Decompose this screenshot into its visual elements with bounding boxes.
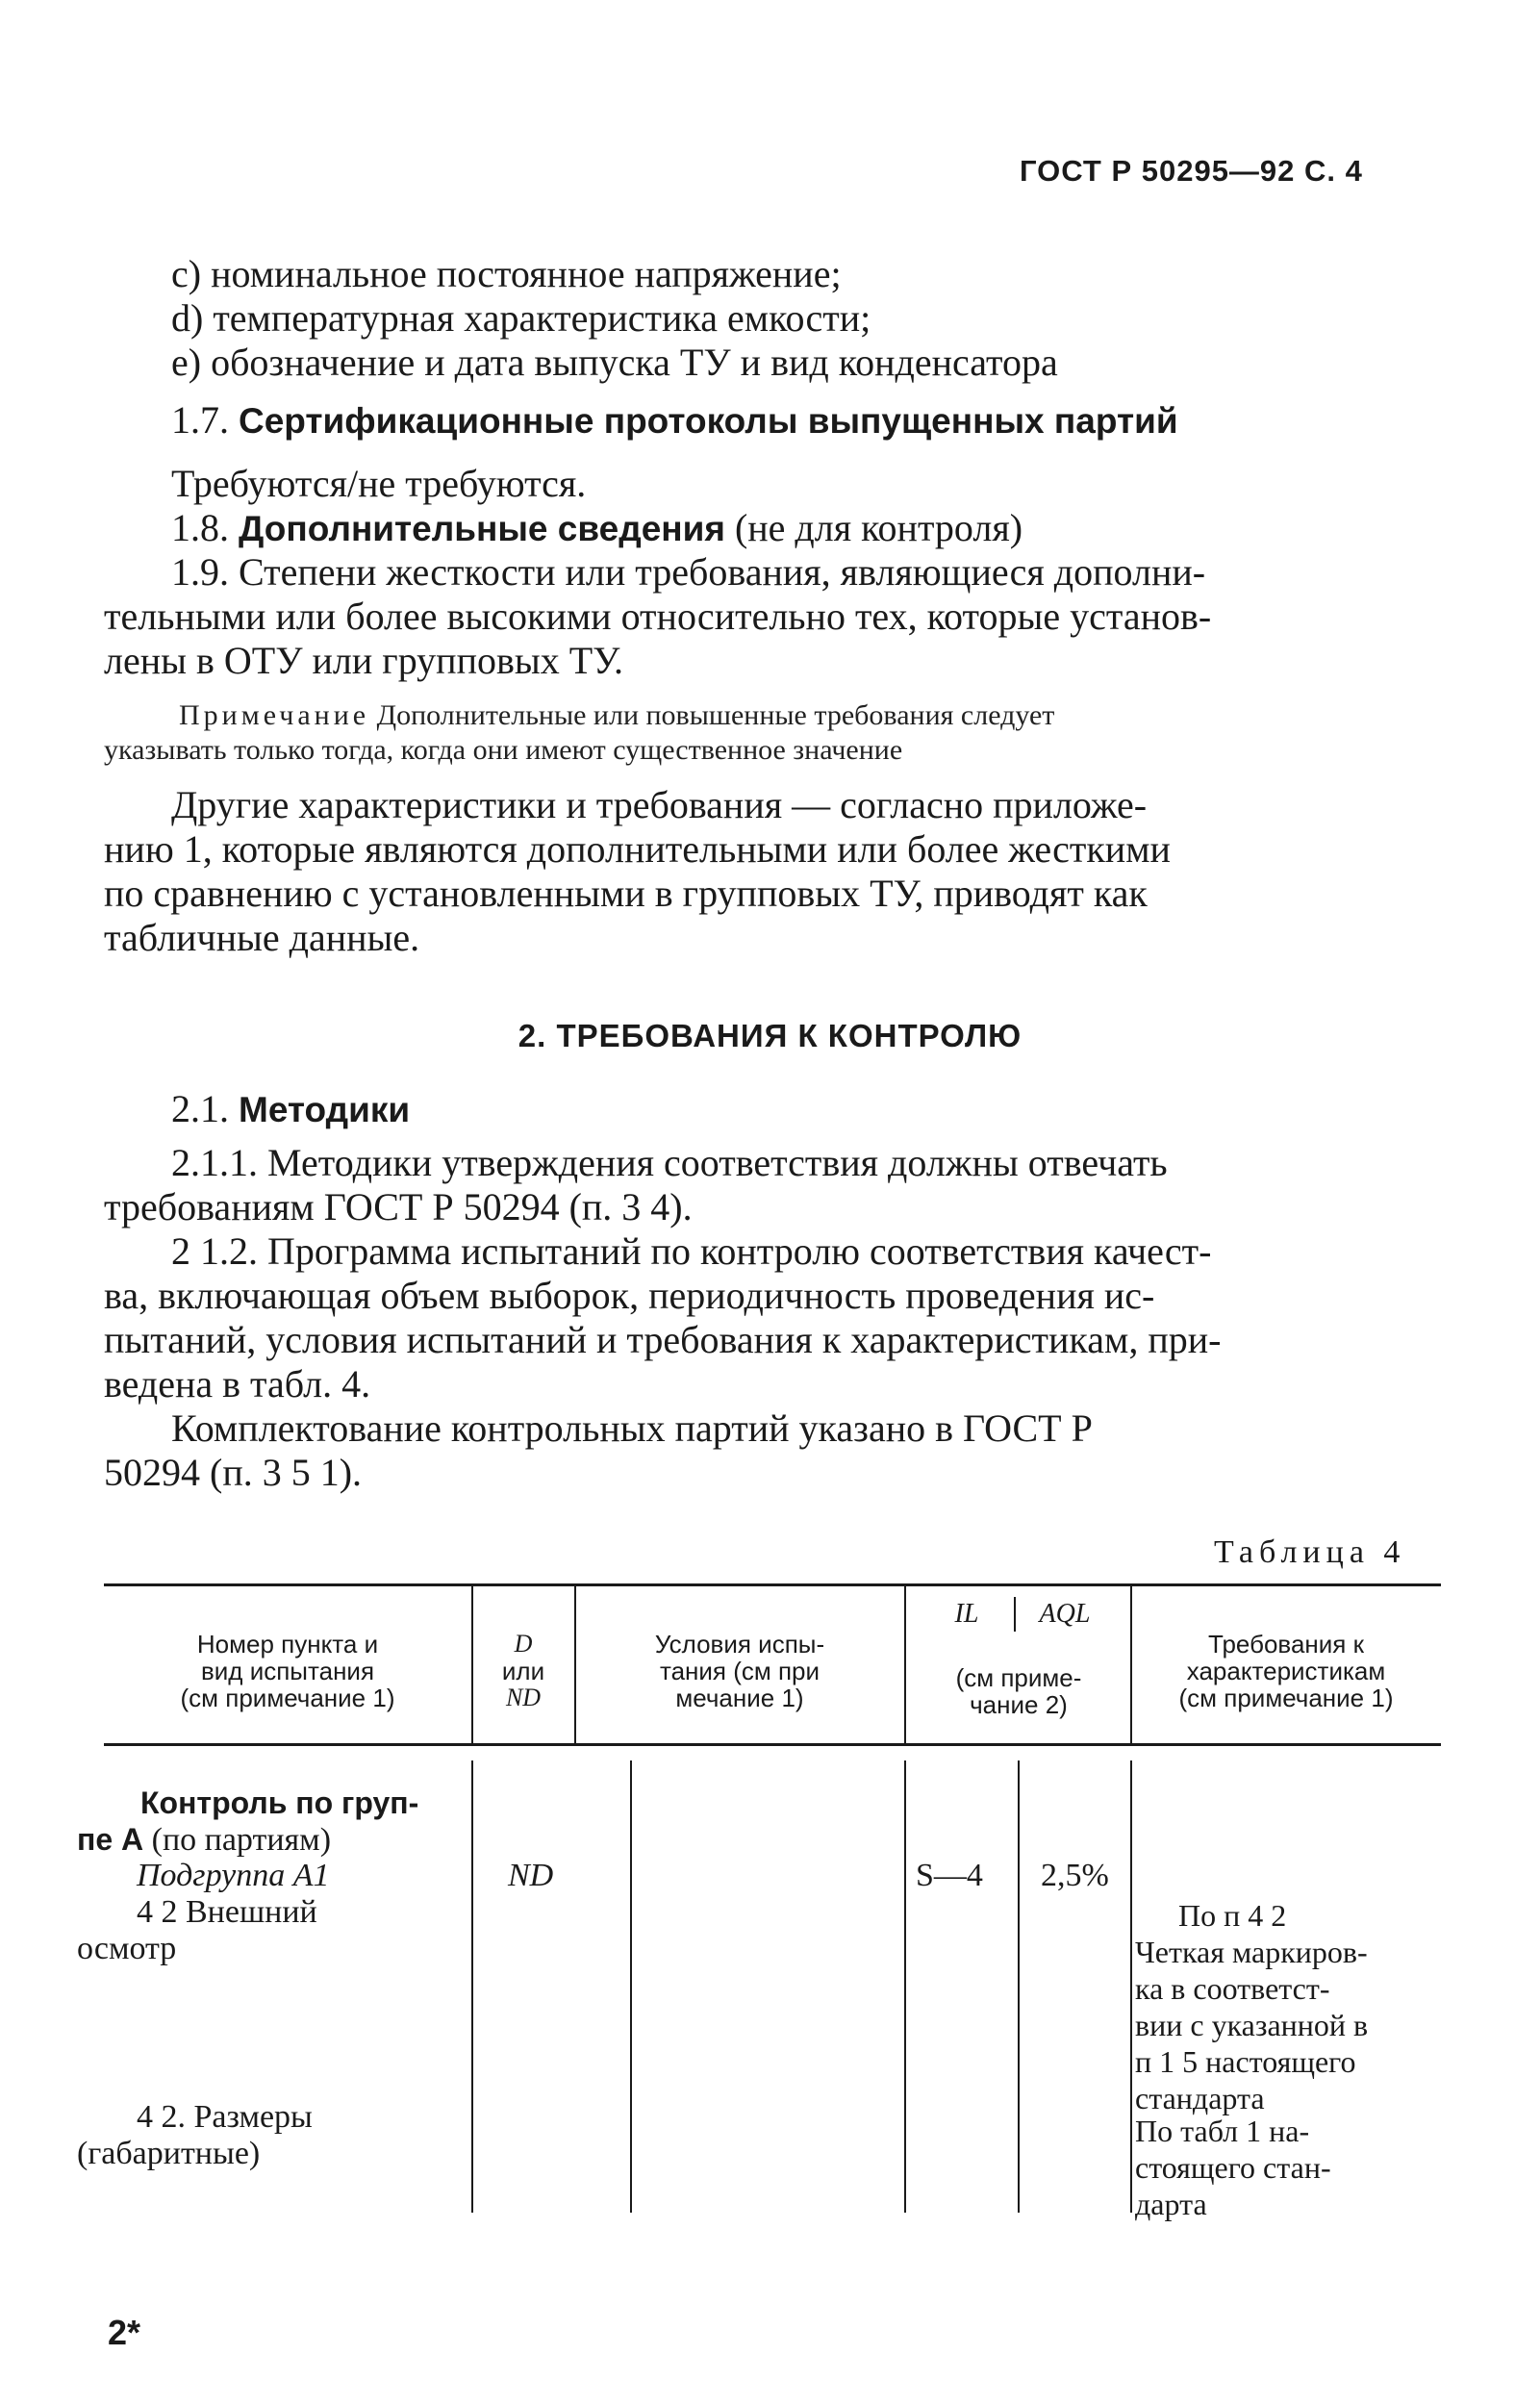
col3-line: мечание 1) — [675, 1684, 804, 1712]
col4-line: чание 2) — [970, 1690, 1068, 1719]
section-2-1-1-line2: требованиям ГОСТ Р 50294 (п. 3 4). — [104, 1185, 693, 1228]
col2-line: ND — [505, 1684, 542, 1711]
table-header-col5 — [1133, 1631, 1439, 1711]
section-1-9-line1: 1.9. Степени жесткости или требования, являющиеся дополни- — [171, 550, 1206, 594]
group-title-line1: Контроль по груп- — [140, 1786, 419, 1820]
table-vline-1 — [471, 1760, 473, 2213]
row1-req-line4: вии с указанной в — [1135, 2008, 1369, 2042]
row1-req-line1: По п 4 2 — [1178, 1898, 1287, 1933]
row2-name-line2: (габаритные) — [77, 2136, 261, 2171]
col4-line: (см приме- — [955, 1663, 1082, 1692]
other-line1: Другие характеристики и требования — согласно приложе- — [171, 783, 1148, 826]
list-item-c: с) номинальное постоянное напряжение; — [171, 252, 842, 295]
table-vline-5 — [1130, 1760, 1132, 2213]
group-il: S—4 — [916, 1858, 983, 1893]
table-vline-2 — [630, 1760, 632, 2213]
table-header-il: IL — [954, 1599, 979, 1629]
row1-name-line1: 4 2 Внешний — [137, 1894, 317, 1930]
list-item-e: е) обозначение и дата выпуска ТУ и вид конденсатора — [171, 341, 1058, 384]
section-1-7-title: Сертификационные протоколы выпущенных партий — [239, 401, 1178, 441]
row1-req-line5: п 1 5 настоящего — [1135, 2044, 1356, 2079]
table-header-col4-note — [909, 1664, 1128, 1718]
section-2-1-number: 2.1. — [171, 1087, 239, 1130]
table-header-col2 — [473, 1631, 573, 1711]
row2-req-line2: стоящего стан- — [1135, 2150, 1331, 2185]
section-1-7-heading — [171, 398, 1178, 443]
row1-req-line3: ка в соответст- — [1135, 1971, 1330, 2006]
section-1-7-text: Требуются/не требуются. — [171, 462, 587, 505]
table-header-aql: AQL — [1039, 1599, 1091, 1629]
col5-line: Требования к — [1208, 1630, 1364, 1659]
section-1-9-line2: тельными или более высокими относительно тех, которые установ- — [104, 595, 1212, 638]
group-title-line2 — [77, 1821, 331, 1859]
row1-req-line2: Четкая маркиров- — [1135, 1935, 1368, 1969]
other-line4: табличные данные. — [104, 916, 420, 959]
col3-line: тания (см при — [659, 1657, 820, 1685]
col3-line: Условия испы- — [654, 1630, 825, 1659]
row2-name-line1: 4 2. Размеры — [137, 2099, 313, 2135]
table-il-aql-divider — [1014, 1597, 1016, 1632]
page-header: ГОСТ Р 50295—92 С. 4 — [1020, 154, 1363, 188]
section-2-title: 2. ТРЕБОВАНИЯ К КОНТРОЛЮ — [518, 1018, 1022, 1053]
kompl-line1: Комплектование контрольных партий указано в ГОСТ Р — [171, 1406, 1093, 1450]
other-line3: по сравнению с установленными в групповых ТУ, приводят как — [104, 872, 1148, 915]
other-line2: нию 1, которые являются дополнительными или более жесткими — [104, 827, 1171, 871]
row1-name-line2: осмотр — [77, 1931, 177, 1966]
group-dnd: ND — [508, 1858, 554, 1893]
section-1-8-heading — [171, 506, 1022, 551]
table-vline-2-head — [574, 1586, 576, 1743]
note-text1: Дополнительные или повышенные требования следует — [369, 699, 1055, 731]
section-2-1-2-line3: пытаний, условия испытаний и требования к характеристикам, при- — [104, 1318, 1222, 1361]
section-2-1-heading — [171, 1087, 410, 1132]
col5-line: характеристикам — [1186, 1657, 1386, 1685]
group-title-bold: пе А — [77, 1822, 144, 1857]
note-line2: указывать только тогда, когда они имеют существенное значение — [104, 734, 903, 766]
row2-req-line1: По табл 1 на- — [1135, 2114, 1310, 2148]
table-vline-3-head — [904, 1586, 906, 1743]
table-caption: Таблица 4 — [1214, 1534, 1406, 1570]
section-1-8-title: Дополнительные сведения — [239, 509, 725, 548]
section-2-1-2-line4: ведена в табл. 4. — [104, 1362, 371, 1406]
table-header-rule — [104, 1743, 1441, 1746]
row1-req-line6: стандарта — [1135, 2081, 1265, 2115]
page-footer: 2* — [108, 2313, 141, 2352]
note-line1 — [179, 698, 1054, 733]
note-label: Примечание — [179, 699, 370, 731]
subgroup-label: Подгруппа А1 — [137, 1858, 330, 1893]
section-1-9-line3: лены в ОТУ или групповых ТУ. — [104, 639, 623, 682]
table-vline-4-head — [1130, 1586, 1132, 1743]
list-item-d: d) температурная характеристика емкости; — [171, 296, 871, 340]
col1-line: вид испытания — [200, 1657, 375, 1685]
col1-line: (см примечание 1) — [180, 1684, 395, 1712]
section-1-7-number: 1.7. — [171, 398, 239, 442]
table-header-col1 — [106, 1631, 469, 1711]
kompl-line2: 50294 (п. 3 5 1). — [104, 1451, 363, 1494]
col2-line: D — [514, 1630, 533, 1658]
section-2-1-1-line1: 2.1.1. Методики утверждения соответствия должны отвечать — [171, 1141, 1168, 1184]
group-title-rest: (по партиям) — [143, 1822, 332, 1858]
section-2-1-2-line2: ва, включающая объем выборок, периодичность проведения ис- — [104, 1274, 1155, 1317]
table-header-col3 — [577, 1631, 902, 1711]
section-1-8-rest: (не для контроля) — [724, 506, 1023, 549]
section-2-1-title: Методики — [239, 1090, 411, 1129]
col2-line: или — [501, 1657, 545, 1685]
col5-line: (см примечание 1) — [1178, 1684, 1394, 1712]
group-aql: 2,5% — [1041, 1858, 1109, 1893]
table-vline-4 — [1018, 1760, 1020, 2213]
row2-req-line3: дарта — [1135, 2187, 1207, 2221]
table-vline-3 — [904, 1760, 906, 2213]
table-top-rule — [104, 1583, 1441, 1586]
section-1-8-number: 1.8. — [171, 506, 239, 549]
col1-line: Номер пункта и — [196, 1630, 379, 1659]
section-2-1-2-line1: 2 1.2. Программа испытаний по контролю соответствия качест- — [171, 1229, 1212, 1273]
